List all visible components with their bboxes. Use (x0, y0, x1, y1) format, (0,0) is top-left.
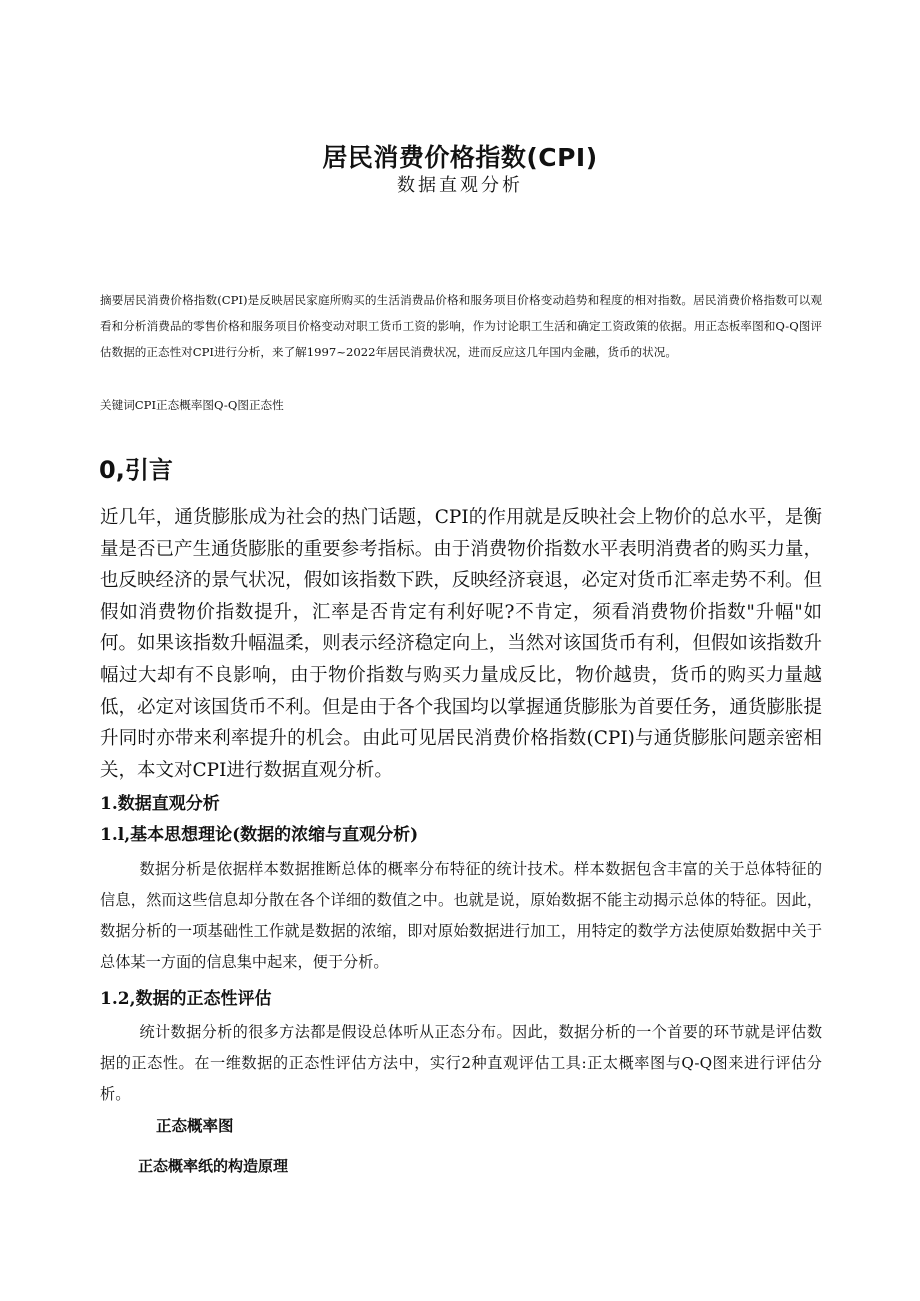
subsection-heading-probability-paper-principle: 正态概率纸的构造原理 (138, 1157, 289, 1175)
introduction-paragraph: 近几年，通货膨胀成为社会的热门话题，CPI的作用就是反映社会上物价的总水平，是衡量是否已产生通货膨胀的重要参考指标。由于消费物价指数水平表明消费者的购买力量，也反映经济的景气状况，假如该指数下跌，反映经济衰退，必定对货币汇率走势不利。但假如消费物价指数提升，汇率是否肯定有利好呢?不肯定，须看消费物价指数"升幅"如何。如果该指数升幅温柔，则表示经济稳定向上，当然对该国货币有利，但假如该指数升幅过大却有不良影响，由于物价指数与购买力量成反比，物价越贵，货币的购买力量越低，必定对该国货币不利。但是由于各个我国均以掌握通货膨胀为首要任务，通货膨胀提升同时亦带来利率提升的机会。由此可见居民消费价格指数(CPI)与通货膨胀问题亲密相关，本文对CPI进行数据直观分析。 (100, 507, 822, 781)
document-title: 居民消费价格指数(CPI) (322, 142, 598, 172)
keywords-line: 关键词CPI正态概率图Q-Q图正态性 (100, 398, 284, 412)
basic-theory-paragraph: 数据分析是依据样本数据推断总体的概率分布特征的统计技术。样本数据包含丰富的关于总体特征的信息，然而这些信息却分散在各个详细的数值之中。也就是说，原始数据不能主动揭示总体的特征。因此，数据分析的一项基础性工作就是数据的浓缩，即对原始数据进行加工，用特定的数学方法使原始数据中关于总体某一方面的信息集中起来，便于分析。 (100, 860, 822, 971)
section-heading-normality-assessment: 1.2,数据的正态性评估 (100, 989, 272, 1009)
section-heading-data-analysis: 1.数据直观分析 (100, 794, 220, 814)
section-heading-basic-theory: 1.l,基本思想理论(数据的浓缩与直观分析) (100, 825, 419, 845)
subsection-heading-normal-probability-plot: 正态概率图 (156, 1116, 234, 1135)
section-heading-introduction: 0,引言 (99, 456, 173, 484)
abstract-paragraph: 摘要居民消费价格指数(CPI)是反映居民家庭所购买的生活消费品价格和服务项目价格变动趋势和程度的相对指数。居民消费价格指数可以观看和分析消费品的零售价格和服务项目价格变动对职工货币工资的影响，作为讨论职工生活和确定工资政策的依据。用正态板率图和Q-Q图评估数据的正态性对CPI进行分析，来了解1997~2022年居民消费状况，进而反应这几年国内金融，货币的状况。 (100, 293, 822, 359)
document-subtitle: 数据直观分析 (397, 175, 523, 196)
normality-assessment-paragraph: 统计数据分析的很多方法都是假设总体听从正态分布。因此，数据分析的一个首要的环节就是评估数据的正态性。在一维数据的正态性评估方法中，实行2种直观评估工具:正太概率图与Q-Q图来进行评估分析。 (100, 1023, 822, 1103)
